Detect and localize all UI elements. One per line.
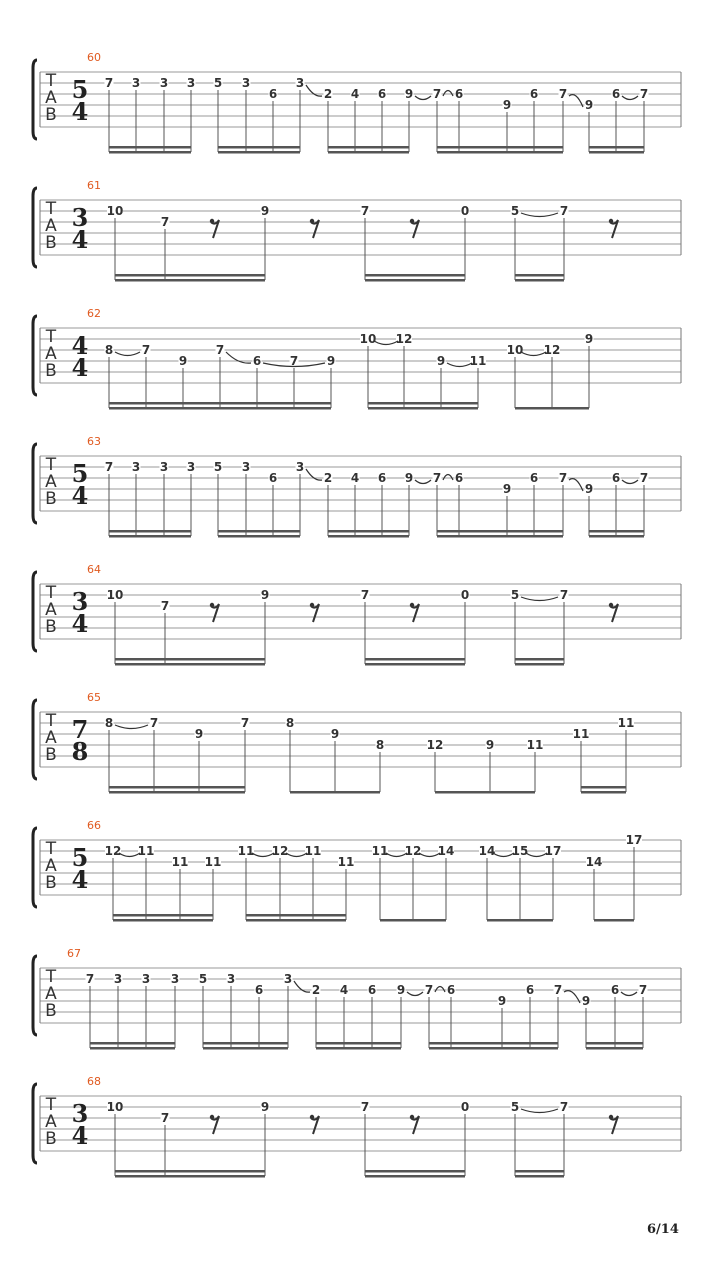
tab-clef-letter: T xyxy=(45,71,57,91)
fret-number: 15 xyxy=(511,844,529,858)
beam xyxy=(113,914,213,917)
beam xyxy=(429,1042,558,1045)
fret-number: 11 xyxy=(204,855,222,869)
fret-number: 7 xyxy=(558,87,568,101)
beam xyxy=(115,279,265,282)
beam xyxy=(115,274,265,277)
tab-clef-letter: A xyxy=(45,984,57,1004)
fret-number: 9 xyxy=(584,98,594,112)
beam xyxy=(365,1170,465,1173)
fret-number: 17 xyxy=(544,844,562,858)
fret-number: 11 xyxy=(137,844,155,858)
fret-number: 7 xyxy=(85,972,95,986)
beam xyxy=(586,1042,643,1045)
tab-clef-letter: A xyxy=(45,344,57,364)
time-signature-denominator: 4 xyxy=(71,481,89,510)
fret-number: 6 xyxy=(252,354,262,368)
fret-number: 0 xyxy=(460,1100,470,1114)
tab-clef-letter: T xyxy=(45,711,57,731)
beam xyxy=(109,146,191,149)
fret-number: 3 xyxy=(186,460,196,474)
fret-number: 9 xyxy=(485,738,495,752)
fret-number: 11 xyxy=(469,354,487,368)
tie-arc xyxy=(443,91,453,97)
fret-number: 6 xyxy=(254,983,264,997)
beam xyxy=(218,530,300,533)
tie-arc xyxy=(622,96,638,100)
measure-number: 66 xyxy=(87,819,101,832)
fret-number: 12 xyxy=(395,332,413,346)
measure-number: 60 xyxy=(87,51,101,64)
fret-number: 6 xyxy=(454,471,464,485)
beam xyxy=(594,919,634,922)
tie-arc xyxy=(622,480,638,484)
time-signature-numerator: 5 xyxy=(71,459,89,488)
rest-dot xyxy=(310,603,314,607)
beam xyxy=(515,407,589,410)
rest-dot xyxy=(410,1115,414,1119)
rest-dot xyxy=(609,603,613,607)
fret-number: 12 xyxy=(426,738,444,752)
beam xyxy=(589,530,644,533)
tab-staff xyxy=(33,435,681,538)
fret-number: 7 xyxy=(240,716,250,730)
fret-number: 6 xyxy=(529,471,539,485)
fret-number: 2 xyxy=(323,87,333,101)
beam xyxy=(115,1170,265,1173)
tab-clef-letter: A xyxy=(45,216,57,236)
fret-number: 7 xyxy=(360,1100,370,1114)
fret-number: 9 xyxy=(404,471,414,485)
fret-number: 14 xyxy=(478,844,496,858)
tie-arc xyxy=(374,341,398,345)
tab-clef-letter: T xyxy=(45,967,57,987)
staff-bracket xyxy=(33,444,37,523)
fret-number: 11 xyxy=(526,738,544,752)
fret-number: 12 xyxy=(543,343,561,357)
fret-number: 7 xyxy=(559,204,569,218)
beam xyxy=(203,1047,288,1050)
staff-bracket xyxy=(33,700,37,779)
time-signature-numerator: 5 xyxy=(71,75,89,104)
rest-dot xyxy=(310,1115,314,1119)
tie-arc xyxy=(115,352,140,356)
measure-number: 64 xyxy=(87,563,101,576)
staff-bracket xyxy=(33,60,37,139)
fret-number: 0 xyxy=(460,588,470,602)
tab-clef-letter: A xyxy=(45,728,57,748)
time-signature-denominator: 4 xyxy=(71,1121,89,1150)
fret-number: 6 xyxy=(268,87,278,101)
tab-clef-letter: T xyxy=(45,327,57,347)
fret-number: 14 xyxy=(437,844,455,858)
tab-clef-letter: T xyxy=(45,1095,57,1115)
fret-number: 6 xyxy=(610,983,620,997)
tab-clef-letter: B xyxy=(45,105,57,125)
beam xyxy=(487,919,553,922)
fret-number: 11 xyxy=(572,727,590,741)
beam xyxy=(328,535,409,538)
beam xyxy=(368,402,478,405)
time-signature-numerator: 4 xyxy=(71,331,89,360)
fret-number: 3 xyxy=(283,972,293,986)
beam xyxy=(328,146,409,149)
fret-number: 7 xyxy=(432,87,442,101)
fret-number: 9 xyxy=(584,332,594,346)
fret-number: 6 xyxy=(446,983,456,997)
beam xyxy=(316,1047,401,1050)
fret-number: 7 xyxy=(160,215,170,229)
fret-number: 5 xyxy=(213,76,223,90)
tie-arc xyxy=(521,213,558,217)
beam xyxy=(109,535,191,538)
tie-arc xyxy=(115,725,148,729)
fret-number: 4 xyxy=(350,87,360,101)
tie-arc xyxy=(521,352,546,356)
fret-number: 5 xyxy=(510,204,520,218)
beam xyxy=(435,791,535,794)
fret-number: 2 xyxy=(323,471,333,485)
rest-dot xyxy=(609,1115,613,1119)
fret-number: 11 xyxy=(304,844,322,858)
tie-arc xyxy=(415,96,431,100)
rest-dot xyxy=(609,219,613,223)
fret-number: 9 xyxy=(260,1100,270,1114)
tab-staff xyxy=(33,1075,681,1178)
measure-number: 68 xyxy=(87,1075,101,1088)
tab-staff xyxy=(33,947,681,1050)
fret-number: 14 xyxy=(585,855,603,869)
time-signature-denominator: 4 xyxy=(71,97,89,126)
beam xyxy=(365,279,465,282)
fret-number: 7 xyxy=(639,87,649,101)
tie-arc xyxy=(521,1109,558,1113)
fret-number: 9 xyxy=(497,994,507,1008)
staff-bracket xyxy=(33,572,37,651)
tab-staff xyxy=(33,179,681,282)
measure-number: 63 xyxy=(87,435,101,448)
tie-arc xyxy=(447,363,472,367)
fret-number: 3 xyxy=(241,76,251,90)
fret-number: 3 xyxy=(186,76,196,90)
fret-number: 9 xyxy=(502,98,512,112)
fret-number: 8 xyxy=(104,716,114,730)
fret-number: 9 xyxy=(326,354,336,368)
staff-bracket xyxy=(33,1084,37,1163)
fret-number: 10 xyxy=(106,204,124,218)
fret-number: 10 xyxy=(359,332,377,346)
beam xyxy=(328,151,409,154)
tab-clef-letter: A xyxy=(45,472,57,492)
tab-clef-letter: T xyxy=(45,455,57,475)
fret-number: 11 xyxy=(171,855,189,869)
fret-number: 7 xyxy=(639,471,649,485)
fret-number: 3 xyxy=(131,460,141,474)
fret-number: 9 xyxy=(178,354,188,368)
fret-number: 7 xyxy=(432,471,442,485)
beam xyxy=(365,274,465,277)
beam xyxy=(586,1047,643,1050)
fret-number: 7 xyxy=(160,599,170,613)
fret-number: 7 xyxy=(149,716,159,730)
beam xyxy=(109,786,245,789)
fret-number: 7 xyxy=(558,471,568,485)
fret-number: 6 xyxy=(268,471,278,485)
time-signature-numerator: 5 xyxy=(71,843,89,872)
fret-number: 6 xyxy=(454,87,464,101)
fret-number: 0 xyxy=(460,204,470,218)
tie-arc xyxy=(621,992,637,996)
tab-clef-letter: B xyxy=(45,1129,57,1149)
beam xyxy=(589,535,644,538)
fret-number: 9 xyxy=(396,983,406,997)
fret-number: 8 xyxy=(104,343,114,357)
fret-number: 5 xyxy=(510,588,520,602)
tab-clef-letter: B xyxy=(45,617,57,637)
tab-clef-letter: B xyxy=(45,1001,57,1021)
staff-bracket xyxy=(33,828,37,907)
measure-number: 62 xyxy=(87,307,101,320)
rest-dot xyxy=(210,1115,214,1119)
beam xyxy=(429,1047,558,1050)
rest-dot xyxy=(410,603,414,607)
beam xyxy=(218,151,300,154)
fret-number: 9 xyxy=(260,588,270,602)
tab-staff xyxy=(33,819,681,922)
beam xyxy=(218,146,300,149)
beam xyxy=(109,791,245,794)
beam xyxy=(218,535,300,538)
beam xyxy=(581,791,626,794)
tie-arc xyxy=(521,597,558,601)
beam xyxy=(109,407,220,410)
beam xyxy=(109,151,191,154)
tab-clef-letter: B xyxy=(45,489,57,509)
fret-number: 9 xyxy=(260,204,270,218)
beam xyxy=(589,151,644,154)
tab-staff xyxy=(33,307,681,410)
fret-number: 9 xyxy=(584,482,594,496)
fret-number: 9 xyxy=(581,994,591,1008)
fret-number: 7 xyxy=(360,588,370,602)
fret-number: 10 xyxy=(506,343,524,357)
fret-number: 10 xyxy=(106,588,124,602)
fret-number: 7 xyxy=(104,460,114,474)
tab-clef-letter: A xyxy=(45,1112,57,1132)
time-signature-denominator: 8 xyxy=(71,737,89,766)
page-number: 6/14 xyxy=(647,1222,679,1237)
beam xyxy=(328,530,409,533)
fret-number: 3 xyxy=(141,972,151,986)
fret-number: 9 xyxy=(436,354,446,368)
fret-number: 8 xyxy=(285,716,295,730)
fret-number: 3 xyxy=(170,972,180,986)
tie-arc xyxy=(443,475,453,481)
beam xyxy=(515,1175,564,1178)
rest-dot xyxy=(410,219,414,223)
rest-dot xyxy=(210,603,214,607)
fret-number: 3 xyxy=(159,76,169,90)
fret-number: 3 xyxy=(113,972,123,986)
beam xyxy=(246,914,346,917)
measure-number: 61 xyxy=(87,179,101,192)
beam xyxy=(115,663,265,666)
tie-arc xyxy=(407,992,423,996)
beam xyxy=(515,1170,564,1173)
beam xyxy=(246,919,346,922)
tab-clef-letter: T xyxy=(45,199,57,219)
time-signature-denominator: 4 xyxy=(71,225,89,254)
fret-number: 11 xyxy=(371,844,389,858)
beam xyxy=(365,1175,465,1178)
rest-dot xyxy=(210,219,214,223)
fret-number: 11 xyxy=(237,844,255,858)
time-signature-numerator: 3 xyxy=(71,587,89,616)
beam xyxy=(220,407,331,410)
fret-number: 9 xyxy=(330,727,340,741)
fret-number: 7 xyxy=(104,76,114,90)
beam xyxy=(437,535,563,538)
beam xyxy=(589,146,644,149)
beam xyxy=(290,791,380,794)
staff-bracket xyxy=(33,188,37,267)
beam xyxy=(437,151,563,154)
tab-clef-letter: A xyxy=(45,600,57,620)
fret-number: 11 xyxy=(617,716,635,730)
fret-number: 4 xyxy=(339,983,349,997)
fret-number: 12 xyxy=(271,844,289,858)
fret-number: 12 xyxy=(404,844,422,858)
fret-number: 3 xyxy=(159,460,169,474)
beam xyxy=(368,407,478,410)
staff-bracket xyxy=(33,956,37,1035)
beam xyxy=(90,1042,175,1045)
fret-number: 5 xyxy=(213,460,223,474)
beam xyxy=(113,919,213,922)
fret-number: 3 xyxy=(226,972,236,986)
fret-number: 10 xyxy=(106,1100,124,1114)
tab-clef-letter: B xyxy=(45,745,57,765)
fret-number: 3 xyxy=(295,76,305,90)
beam xyxy=(437,530,563,533)
fret-number: 7 xyxy=(559,1100,569,1114)
fret-number: 4 xyxy=(350,471,360,485)
fret-number: 6 xyxy=(611,471,621,485)
fret-number: 9 xyxy=(194,727,204,741)
beam xyxy=(365,663,465,666)
fret-number: 3 xyxy=(131,76,141,90)
fret-number: 3 xyxy=(295,460,305,474)
fret-number: 7 xyxy=(289,354,299,368)
time-signature-numerator: 7 xyxy=(71,715,89,744)
fret-number: 7 xyxy=(553,983,563,997)
fret-number: 7 xyxy=(160,1111,170,1125)
fret-number: 3 xyxy=(241,460,251,474)
fret-number: 6 xyxy=(367,983,377,997)
beam xyxy=(365,658,465,661)
beam xyxy=(109,402,220,405)
fret-number: 2 xyxy=(311,983,321,997)
fret-number: 7 xyxy=(141,343,151,357)
fret-number: 7 xyxy=(215,343,225,357)
time-signature-denominator: 4 xyxy=(71,353,89,382)
time-signature-denominator: 4 xyxy=(71,609,89,638)
tie-arc xyxy=(415,480,431,484)
fret-number: 5 xyxy=(198,972,208,986)
tab-clef-letter: B xyxy=(45,233,57,253)
fret-number: 5 xyxy=(510,1100,520,1114)
tab-clef-letter: A xyxy=(45,856,57,876)
beam xyxy=(515,279,564,282)
fret-number: 6 xyxy=(529,87,539,101)
fret-number: 8 xyxy=(375,738,385,752)
fret-number: 7 xyxy=(559,588,569,602)
measure-number: 67 xyxy=(67,947,81,960)
time-signature-numerator: 3 xyxy=(71,203,89,232)
fret-number: 6 xyxy=(611,87,621,101)
fret-number: 7 xyxy=(638,983,648,997)
tab-clef-letter: A xyxy=(45,88,57,108)
beam xyxy=(316,1042,401,1045)
tab-staff xyxy=(33,691,681,794)
fret-number: 7 xyxy=(424,983,434,997)
beam xyxy=(90,1047,175,1050)
beam xyxy=(220,402,331,405)
staff-bracket xyxy=(33,316,37,395)
fret-number: 6 xyxy=(525,983,535,997)
beam xyxy=(515,274,564,277)
beam xyxy=(115,658,265,661)
beam xyxy=(581,786,626,789)
fret-number: 9 xyxy=(404,87,414,101)
measure-number: 65 xyxy=(87,691,101,704)
beam xyxy=(380,919,446,922)
fret-number: 6 xyxy=(377,87,387,101)
beam xyxy=(437,146,563,149)
fret-number: 11 xyxy=(337,855,355,869)
tab-clef-letter: B xyxy=(45,361,57,381)
time-signature-denominator: 4 xyxy=(71,865,89,894)
beam xyxy=(109,530,191,533)
fret-number: 17 xyxy=(625,833,643,847)
beam xyxy=(515,663,564,666)
tie-arc xyxy=(435,987,445,993)
tab-clef-letter: B xyxy=(45,873,57,893)
rest-dot xyxy=(310,219,314,223)
tab-staff xyxy=(33,563,681,666)
time-signature-numerator: 3 xyxy=(71,1099,89,1128)
tab-clef-letter: T xyxy=(45,839,57,859)
fret-number: 7 xyxy=(360,204,370,218)
beam xyxy=(115,1175,265,1178)
fret-number: 12 xyxy=(104,844,122,858)
tab-staff xyxy=(33,51,681,154)
tab-clef-letter: T xyxy=(45,583,57,603)
fret-number: 6 xyxy=(377,471,387,485)
fret-number: 9 xyxy=(502,482,512,496)
beam xyxy=(515,658,564,661)
beam xyxy=(203,1042,288,1045)
